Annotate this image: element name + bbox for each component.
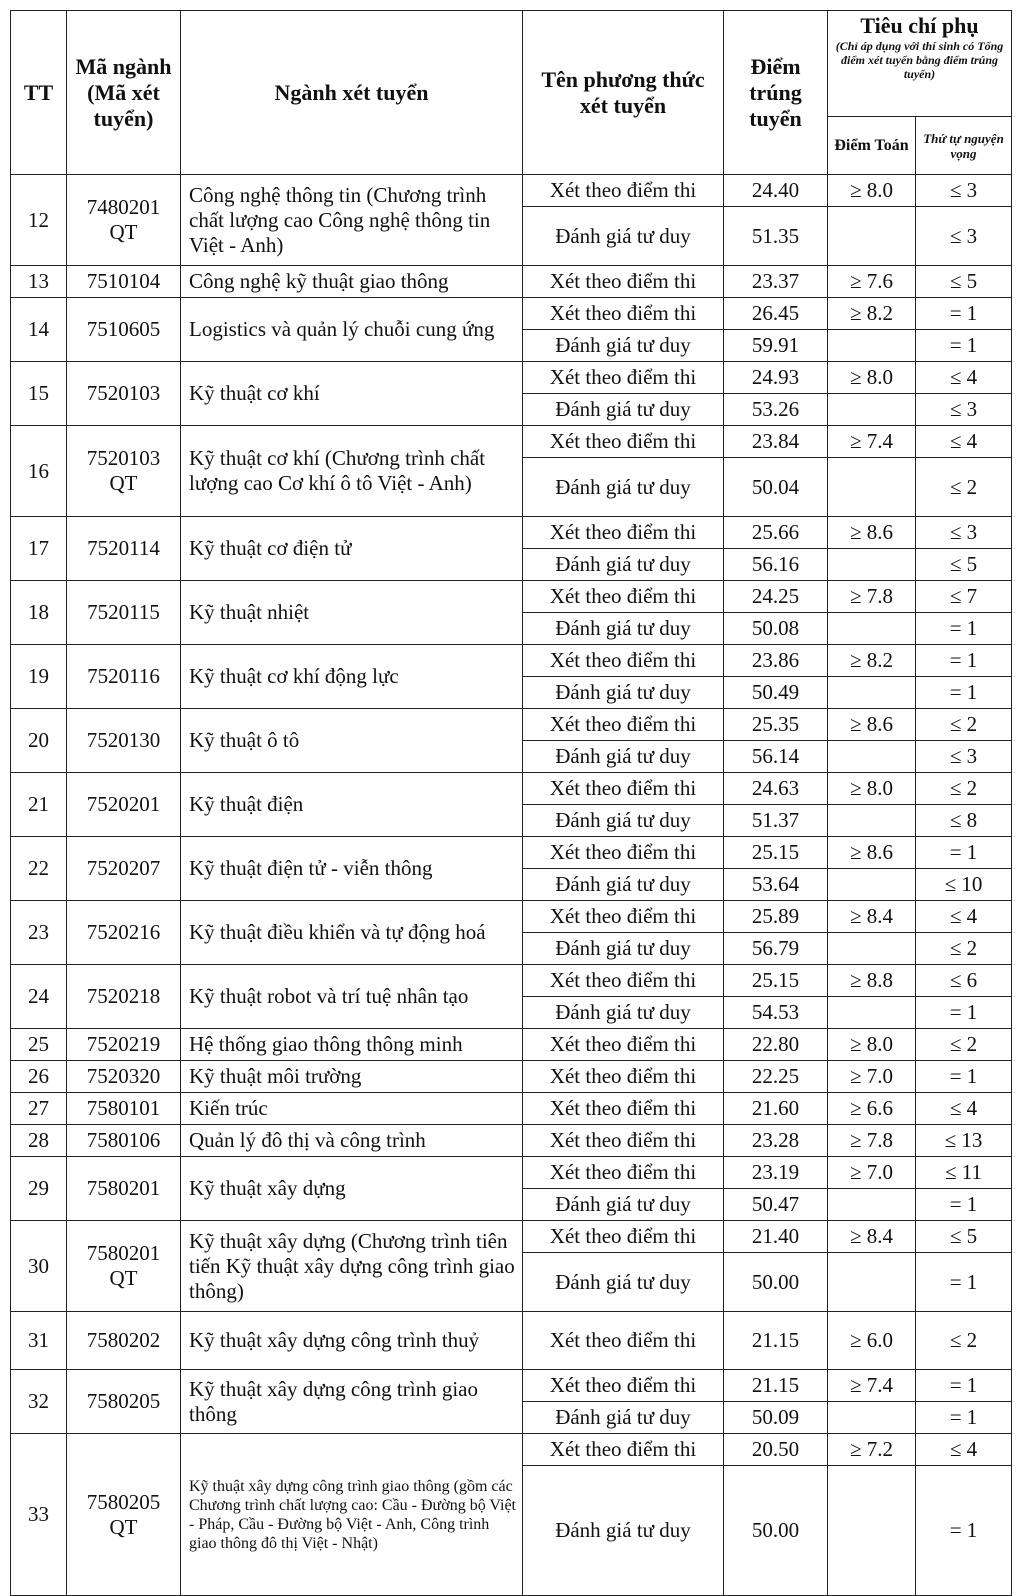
- row-method: Đánh giá tư duy: [523, 549, 724, 581]
- table-row: [11, 837, 1012, 869]
- table-row: [11, 1061, 1012, 1093]
- row-score: 24.63: [724, 773, 828, 805]
- row-method: Xét theo điểm thi: [523, 1312, 724, 1370]
- row-order: ≤ 3: [916, 207, 1012, 266]
- row-tt: 31: [11, 1312, 67, 1370]
- row-score: 56.16: [724, 549, 828, 581]
- row-method: Đánh giá tư duy: [523, 1253, 724, 1312]
- row-order: ≤ 2: [916, 933, 1012, 965]
- row-order: ≤ 6: [916, 965, 1012, 997]
- row-major: Kỹ thuật cơ điện tử: [181, 517, 523, 581]
- row-major: Kỹ thuật ô tô: [181, 709, 523, 773]
- row-order: ≤ 3: [916, 175, 1012, 207]
- row-code: 7520114: [67, 517, 181, 581]
- row-math-threshold: [828, 805, 916, 837]
- row-math-threshold: ≥ 8.2: [828, 645, 916, 677]
- row-tt: 12: [11, 175, 67, 266]
- row-score: 54.53: [724, 997, 828, 1029]
- admission-scores-table: [10, 10, 1012, 1596]
- row-math-threshold: ≥ 7.0: [828, 1061, 916, 1093]
- row-order: = 1: [916, 1061, 1012, 1093]
- row-method: Xét theo điểm thi: [523, 901, 724, 933]
- row-order: ≤ 5: [916, 1221, 1012, 1253]
- row-math-threshold: ≥ 8.0: [828, 175, 916, 207]
- row-order: = 1: [916, 298, 1012, 330]
- table-row: [11, 1093, 1012, 1125]
- row-tt: 24: [11, 965, 67, 1029]
- header-thu-tu: Thứ tự nguyện vọng: [916, 117, 1012, 175]
- row-major: Quản lý đô thị và công trình: [181, 1125, 523, 1157]
- row-tt: 14: [11, 298, 67, 362]
- row-order: ≤ 8: [916, 805, 1012, 837]
- row-math-threshold: ≥ 8.0: [828, 1029, 916, 1061]
- row-math-threshold: ≥ 7.6: [828, 266, 916, 298]
- row-math-threshold: [828, 549, 916, 581]
- row-major: Kỹ thuật môi trường: [181, 1061, 523, 1093]
- row-score: 50.09: [724, 1402, 828, 1434]
- table-row: [11, 901, 1012, 933]
- row-major: Hệ thống giao thông thông minh: [181, 1029, 523, 1061]
- row-method: Xét theo điểm thi: [523, 1370, 724, 1402]
- row-math-threshold: [828, 1189, 916, 1221]
- row-code: 7520218: [67, 965, 181, 1029]
- table-row: [11, 965, 1012, 997]
- row-method: Đánh giá tư duy: [523, 677, 724, 709]
- table-row: [11, 1221, 1012, 1253]
- row-tt: 33: [11, 1434, 67, 1596]
- row-order: ≤ 5: [916, 549, 1012, 581]
- row-order: ≤ 13: [916, 1125, 1012, 1157]
- row-tt: 23: [11, 901, 67, 965]
- row-major: Logistics và quản lý chuỗi cung ứng: [181, 298, 523, 362]
- row-tt: 18: [11, 581, 67, 645]
- row-order: ≤ 11: [916, 1157, 1012, 1189]
- header-diem-toan: Điểm Toán: [828, 117, 916, 175]
- table-row: [11, 1312, 1012, 1370]
- header-tieu-chi-title: Tiêu chí phụ: [860, 13, 979, 38]
- row-code: 7520130: [67, 709, 181, 773]
- row-tt: 19: [11, 645, 67, 709]
- table-row: [11, 1029, 1012, 1061]
- row-tt: 28: [11, 1125, 67, 1157]
- row-score: 23.19: [724, 1157, 828, 1189]
- row-method: Đánh giá tư duy: [523, 1402, 724, 1434]
- row-code: 7580201 QT: [67, 1221, 181, 1312]
- row-method: Xét theo điểm thi: [523, 426, 724, 458]
- row-math-threshold: [828, 933, 916, 965]
- row-math-threshold: ≥ 8.8: [828, 965, 916, 997]
- row-score: 25.35: [724, 709, 828, 741]
- table-row: [11, 175, 1012, 207]
- row-math-threshold: ≥ 8.0: [828, 773, 916, 805]
- table-row: [11, 298, 1012, 330]
- row-code: 7580101: [67, 1093, 181, 1125]
- table-row: [11, 581, 1012, 613]
- row-tt: 21: [11, 773, 67, 837]
- row-score: 24.93: [724, 362, 828, 394]
- row-math-threshold: ≥ 7.4: [828, 1370, 916, 1402]
- row-score: 23.84: [724, 426, 828, 458]
- row-order: ≤ 4: [916, 426, 1012, 458]
- row-method: Xét theo điểm thi: [523, 517, 724, 549]
- row-code: 7510605: [67, 298, 181, 362]
- row-method: Xét theo điểm thi: [523, 837, 724, 869]
- row-order: = 1: [916, 1253, 1012, 1312]
- row-method: Đánh giá tư duy: [523, 805, 724, 837]
- row-order: = 1: [916, 613, 1012, 645]
- row-math-threshold: ≥ 8.4: [828, 901, 916, 933]
- row-math-threshold: ≥ 6.0: [828, 1312, 916, 1370]
- row-order: ≤ 3: [916, 394, 1012, 426]
- row-order: ≤ 5: [916, 266, 1012, 298]
- row-code: 7520216: [67, 901, 181, 965]
- row-method: Đánh giá tư duy: [523, 613, 724, 645]
- row-code: 7510104: [67, 266, 181, 298]
- row-major: Kỹ thuật cơ khí động lực: [181, 645, 523, 709]
- table-row: [11, 266, 1012, 298]
- table-row: [11, 709, 1012, 741]
- row-code: 7520116: [67, 645, 181, 709]
- row-math-threshold: ≥ 8.2: [828, 298, 916, 330]
- row-score: 50.04: [724, 458, 828, 517]
- row-order: = 1: [916, 997, 1012, 1029]
- row-major: Kỹ thuật điện: [181, 773, 523, 837]
- row-order: ≤ 10: [916, 869, 1012, 901]
- table-row: [11, 773, 1012, 805]
- row-score: 50.47: [724, 1189, 828, 1221]
- row-code: 7520207: [67, 837, 181, 901]
- row-method: Xét theo điểm thi: [523, 298, 724, 330]
- row-order: ≤ 4: [916, 901, 1012, 933]
- row-order: ≤ 4: [916, 362, 1012, 394]
- row-code: 7480201 QT: [67, 175, 181, 266]
- row-code: 7580205 QT: [67, 1434, 181, 1596]
- row-score: 53.26: [724, 394, 828, 426]
- row-method: Đánh giá tư duy: [523, 394, 724, 426]
- row-major: Kỹ thuật điều khiển và tự động hoá: [181, 901, 523, 965]
- table-row: [11, 362, 1012, 394]
- row-tt: 30: [11, 1221, 67, 1312]
- table-row: [11, 1157, 1012, 1189]
- row-order: = 1: [916, 1466, 1012, 1596]
- row-tt: 29: [11, 1157, 67, 1221]
- row-score: 51.37: [724, 805, 828, 837]
- row-method: Đánh giá tư duy: [523, 933, 724, 965]
- row-code: 7580205: [67, 1370, 181, 1434]
- row-tt: 27: [11, 1093, 67, 1125]
- row-method: Đánh giá tư duy: [523, 869, 724, 901]
- row-method: Xét theo điểm thi: [523, 965, 724, 997]
- row-score: 59.91: [724, 330, 828, 362]
- row-order: ≤ 2: [916, 773, 1012, 805]
- row-major: Công nghệ kỹ thuật giao thông: [181, 266, 523, 298]
- row-major: Kỹ thuật xây dựng công trình giao thông (gồm các Chương trình chất lượng cao: Cầu - Đường bộ Việt - Pháp, Cầu - Đường bộ Việt - Anh, Công trình giao thông đô thị Việt - Nhật): [181, 1434, 523, 1596]
- row-code: 7580201: [67, 1157, 181, 1221]
- row-major: Kỹ thuật điện tử - viễn thông: [181, 837, 523, 901]
- row-math-threshold: ≥ 6.6: [828, 1093, 916, 1125]
- row-score: 56.79: [724, 933, 828, 965]
- row-math-threshold: ≥ 7.8: [828, 581, 916, 613]
- row-score: 21.15: [724, 1370, 828, 1402]
- table-row: [11, 1370, 1012, 1402]
- row-math-threshold: [828, 1253, 916, 1312]
- table-body: [11, 175, 1012, 1596]
- header-tt: TT: [11, 11, 67, 175]
- header-tieu-chi-note: (Chỉ áp dụng với thí sinh có Tổng điểm xét tuyển bằng điểm trúng tuyển): [835, 39, 1004, 81]
- row-score: 22.25: [724, 1061, 828, 1093]
- row-method: Xét theo điểm thi: [523, 1061, 724, 1093]
- row-tt: 25: [11, 1029, 67, 1061]
- row-math-threshold: ≥ 7.2: [828, 1434, 916, 1466]
- row-method: Xét theo điểm thi: [523, 1434, 724, 1466]
- header-diem: Điểm trúng tuyển: [724, 11, 828, 175]
- row-math-threshold: ≥ 8.6: [828, 517, 916, 549]
- row-order: = 1: [916, 837, 1012, 869]
- row-math-threshold: ≥ 8.4: [828, 1221, 916, 1253]
- row-math-threshold: [828, 1466, 916, 1596]
- row-math-threshold: [828, 1402, 916, 1434]
- row-score: 23.28: [724, 1125, 828, 1157]
- row-order: ≤ 2: [916, 1029, 1012, 1061]
- row-math-threshold: ≥ 8.0: [828, 362, 916, 394]
- row-code: 7580106: [67, 1125, 181, 1157]
- row-math-threshold: ≥ 7.8: [828, 1125, 916, 1157]
- row-math-threshold: [828, 869, 916, 901]
- row-method: Xét theo điểm thi: [523, 175, 724, 207]
- row-order: ≤ 2: [916, 458, 1012, 517]
- row-method: Xét theo điểm thi: [523, 1029, 724, 1061]
- row-major: Kỹ thuật xây dựng công trình giao thông: [181, 1370, 523, 1434]
- row-score: 23.86: [724, 645, 828, 677]
- row-method: Xét theo điểm thi: [523, 773, 724, 805]
- row-method: Xét theo điểm thi: [523, 1093, 724, 1125]
- row-method: Xét theo điểm thi: [523, 645, 724, 677]
- row-math-threshold: ≥ 7.4: [828, 426, 916, 458]
- row-code: 7520201: [67, 773, 181, 837]
- table-row: [11, 645, 1012, 677]
- row-score: 25.15: [724, 965, 828, 997]
- row-major: Kiến trúc: [181, 1093, 523, 1125]
- row-tt: 17: [11, 517, 67, 581]
- row-score: 26.45: [724, 298, 828, 330]
- row-method: Xét theo điểm thi: [523, 1157, 724, 1189]
- row-major: Kỹ thuật nhiệt: [181, 581, 523, 645]
- row-math-threshold: [828, 997, 916, 1029]
- table-row: [11, 1434, 1012, 1466]
- row-order: ≤ 2: [916, 1312, 1012, 1370]
- row-score: 24.40: [724, 175, 828, 207]
- row-score: 51.35: [724, 207, 828, 266]
- row-order: = 1: [916, 677, 1012, 709]
- row-method: Xét theo điểm thi: [523, 709, 724, 741]
- row-score: 22.80: [724, 1029, 828, 1061]
- row-score: 50.08: [724, 613, 828, 645]
- row-math-threshold: [828, 613, 916, 645]
- row-method: Đánh giá tư duy: [523, 207, 724, 266]
- row-major: Kỹ thuật xây dựng (Chương trình tiên tiến Kỹ thuật xây dựng công trình giao thông): [181, 1221, 523, 1312]
- row-score: 21.60: [724, 1093, 828, 1125]
- row-code: 7520103: [67, 362, 181, 426]
- row-math-threshold: [828, 458, 916, 517]
- row-math-threshold: [828, 207, 916, 266]
- row-math-threshold: ≥ 8.6: [828, 709, 916, 741]
- row-major: Kỹ thuật cơ khí: [181, 362, 523, 426]
- row-score: 50.49: [724, 677, 828, 709]
- row-code: 7520320: [67, 1061, 181, 1093]
- row-score: 23.37: [724, 266, 828, 298]
- row-tt: 20: [11, 709, 67, 773]
- header-phuong-thuc: Tên phương thức xét tuyển: [523, 11, 724, 175]
- row-math-threshold: ≥ 8.6: [828, 837, 916, 869]
- row-score: 50.00: [724, 1466, 828, 1596]
- row-method: Đánh giá tư duy: [523, 741, 724, 773]
- row-math-threshold: [828, 394, 916, 426]
- row-tt: 15: [11, 362, 67, 426]
- row-order: ≤ 4: [916, 1434, 1012, 1466]
- header-tieu-chi: [828, 11, 1012, 117]
- row-method: Đánh giá tư duy: [523, 1189, 724, 1221]
- row-method: Đánh giá tư duy: [523, 997, 724, 1029]
- row-major: Kỹ thuật robot và trí tuệ nhân tạo: [181, 965, 523, 1029]
- row-math-threshold: [828, 741, 916, 773]
- row-tt: 13: [11, 266, 67, 298]
- row-order: ≤ 3: [916, 517, 1012, 549]
- row-score: 21.15: [724, 1312, 828, 1370]
- row-major: Công nghệ thông tin (Chương trình chất lượng cao Công nghệ thông tin Việt - Anh): [181, 175, 523, 266]
- row-order: = 1: [916, 1402, 1012, 1434]
- row-method: Xét theo điểm thi: [523, 362, 724, 394]
- row-method: Đánh giá tư duy: [523, 330, 724, 362]
- row-method: Đánh giá tư duy: [523, 1466, 724, 1596]
- row-tt: 26: [11, 1061, 67, 1093]
- table-row: [11, 517, 1012, 549]
- row-code: 7520219: [67, 1029, 181, 1061]
- row-order: ≤ 7: [916, 581, 1012, 613]
- row-major: Kỹ thuật cơ khí (Chương trình chất lượng cao Cơ khí ô tô Việt - Anh): [181, 426, 523, 517]
- table-row: [11, 1125, 1012, 1157]
- row-tt: 16: [11, 426, 67, 517]
- row-score: 56.14: [724, 741, 828, 773]
- row-math-threshold: [828, 677, 916, 709]
- row-order: = 1: [916, 645, 1012, 677]
- row-score: 53.64: [724, 869, 828, 901]
- row-order: = 1: [916, 1370, 1012, 1402]
- row-math-threshold: ≥ 7.0: [828, 1157, 916, 1189]
- row-method: Xét theo điểm thi: [523, 266, 724, 298]
- row-method: Xét theo điểm thi: [523, 1221, 724, 1253]
- row-major: Kỹ thuật xây dựng công trình thuỷ: [181, 1312, 523, 1370]
- row-order: ≤ 3: [916, 741, 1012, 773]
- header-ma-nganh: Mã ngành (Mã xét tuyển): [67, 11, 181, 175]
- row-method: Đánh giá tư duy: [523, 458, 724, 517]
- row-order: = 1: [916, 330, 1012, 362]
- row-tt: 22: [11, 837, 67, 901]
- row-major: Kỹ thuật xây dựng: [181, 1157, 523, 1221]
- row-code: 7520115: [67, 581, 181, 645]
- row-code: 7520103 QT: [67, 426, 181, 517]
- row-order: = 1: [916, 1189, 1012, 1221]
- row-score: 24.25: [724, 581, 828, 613]
- row-tt: 32: [11, 1370, 67, 1434]
- header-nganh: Ngành xét tuyển: [181, 11, 523, 175]
- row-code: 7580202: [67, 1312, 181, 1370]
- row-score: 21.40: [724, 1221, 828, 1253]
- row-score: 25.15: [724, 837, 828, 869]
- row-score: 25.66: [724, 517, 828, 549]
- row-order: ≤ 2: [916, 709, 1012, 741]
- row-math-threshold: [828, 330, 916, 362]
- table-row: [11, 426, 1012, 458]
- row-order: ≤ 4: [916, 1093, 1012, 1125]
- row-score: 25.89: [724, 901, 828, 933]
- row-method: Xét theo điểm thi: [523, 1125, 724, 1157]
- row-method: Xét theo điểm thi: [523, 581, 724, 613]
- row-score: 50.00: [724, 1253, 828, 1312]
- row-score: 20.50: [724, 1434, 828, 1466]
